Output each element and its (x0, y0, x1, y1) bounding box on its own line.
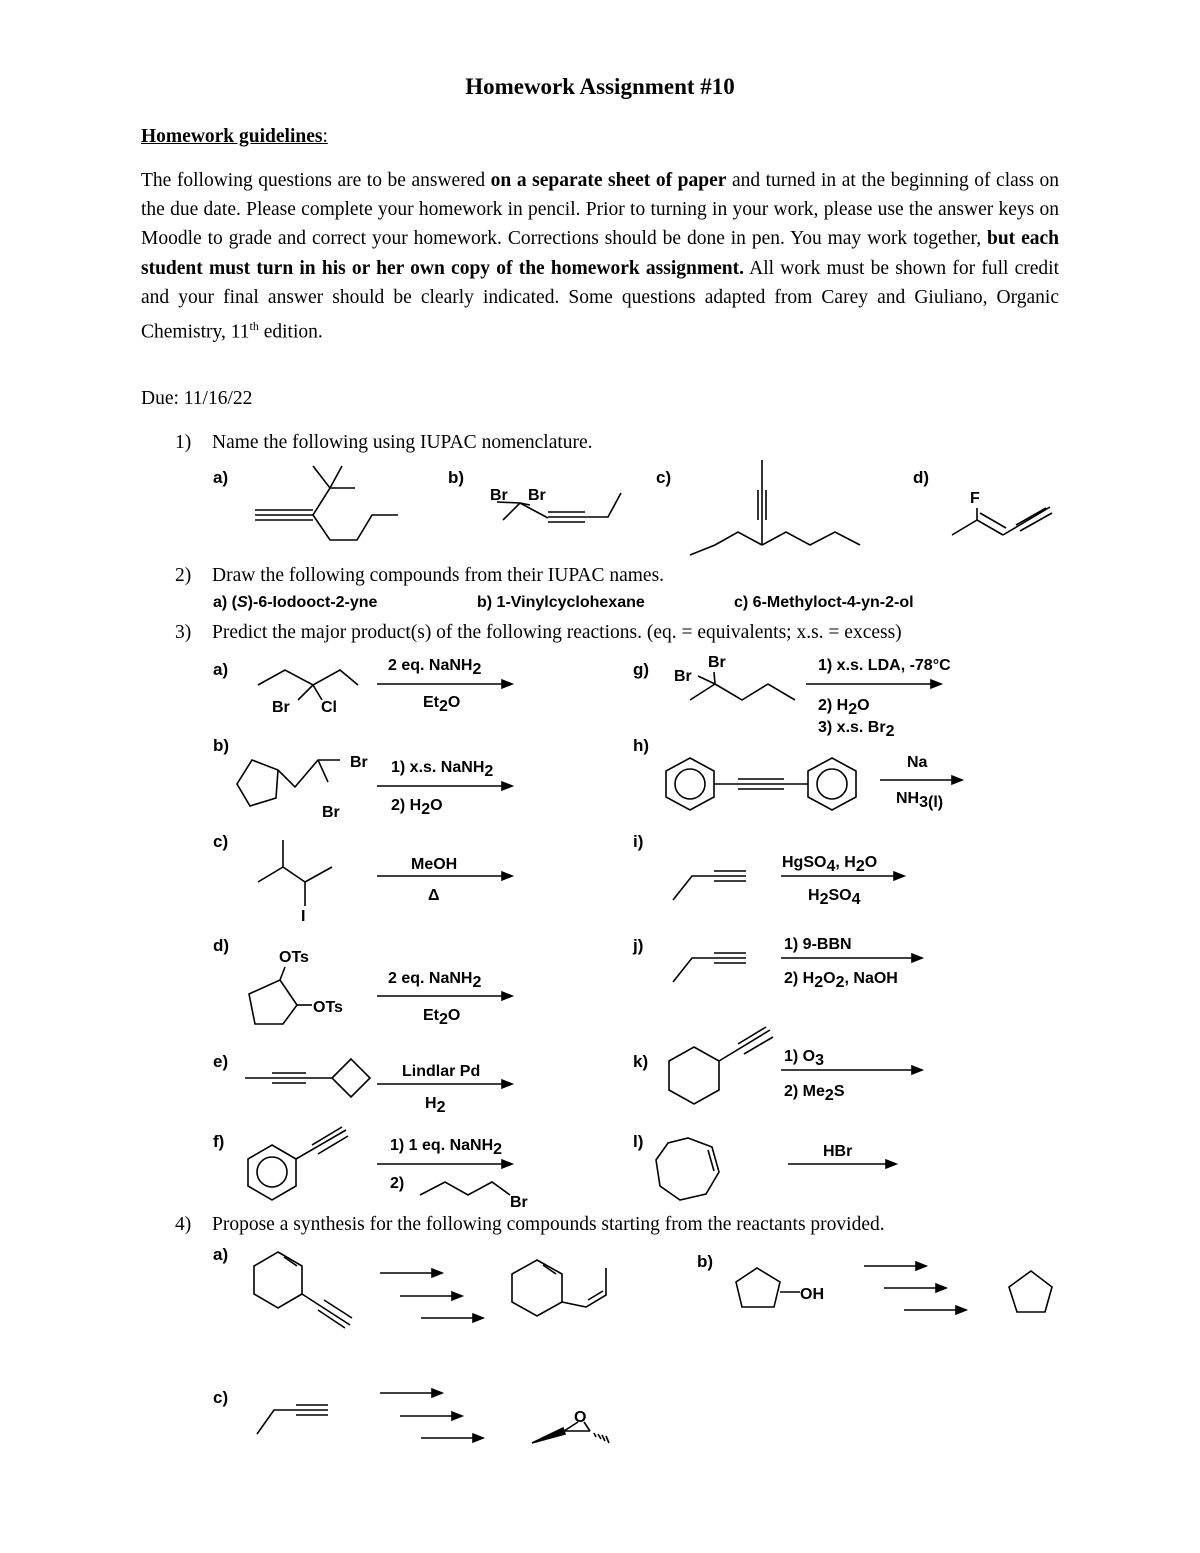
q3a-br: Br (272, 699, 290, 716)
q3d-arrow (377, 970, 512, 1028)
q4a-target-structure (512, 1260, 606, 1316)
q3h-structure (666, 758, 856, 810)
q3-label-i: i) (633, 832, 644, 851)
q3d-structure (249, 949, 343, 1024)
intro-text-2: and turned in at the beginning of class on the due date. Please complete your homework in pencil. Prior to turning in your work, please use the answer keys on Moodle to grade and correct your homework. Corrections should be done in pen. You may work together, (141, 170, 1059, 250)
q3-label-c: c) (213, 832, 229, 851)
q3-label-f: f) (213, 1132, 225, 1151)
q3f-br: Br (510, 1194, 528, 1211)
q2-name-c: c) 6-Methyloct-4-yn-2-ol (734, 594, 914, 611)
q3d-reagent-top: 2 eq. NaNH2 (388, 970, 482, 991)
q3b-reagent-bottom: 2) H2O (391, 797, 443, 818)
q2-name-a-prefix: a) ( (213, 594, 237, 611)
q1b-br-2: Br (528, 487, 546, 504)
q2-name-a-stereo: S (237, 594, 248, 611)
q3f-arrow (377, 1137, 528, 1211)
q4b-arrows (864, 1262, 966, 1314)
q3-label-l: l) (633, 1132, 644, 1151)
q3l-structure (656, 1138, 719, 1200)
q3l-arrow (788, 1143, 896, 1168)
q1-label-c: c) (656, 468, 672, 487)
intro-bold-2: but each student must turn in his or her own copy of the homework assignment. (141, 228, 1059, 279)
q3b-br-1: Br (350, 754, 368, 771)
q3-label-k: k) (633, 1052, 649, 1071)
q3j-reagent-top: 1) 9-BBN (784, 936, 852, 953)
q3-label-d: d) (213, 936, 230, 955)
q3j-reagent-bottom: 2) H2O2, NaOH (784, 970, 898, 991)
q1-label-a: a) (213, 468, 229, 487)
q3g-reagent-2: 2) H2O (818, 697, 870, 718)
q3b-arrow (377, 759, 512, 818)
q3b-br-2: Br (322, 804, 340, 821)
guidelines-colon: : (322, 126, 328, 147)
q2-name-b: b) 1-Vinylcyclohexane (477, 594, 645, 611)
q3a-reagent-bottom: Et2O (423, 694, 461, 715)
q3-label-e: e) (213, 1052, 229, 1071)
q3k-reagent-bottom: 2) Me2S (784, 1083, 845, 1104)
q3g-br-1: Br (708, 654, 726, 671)
q3e-structure (245, 1059, 370, 1097)
question-2-text: Draw the following compounds from their IUPAC names. (212, 565, 665, 586)
page-title: Homework Assignment #10 (465, 74, 735, 99)
intro-text-1: The following questions are to be answered (141, 170, 491, 191)
q4b-start-structure (736, 1268, 824, 1307)
q3a-arrow (377, 657, 512, 715)
q4c-target-structure (532, 1409, 609, 1443)
q3c-reagent-top: MeOH (411, 856, 458, 873)
q3f-structure (248, 1127, 348, 1200)
q3c-reagent-bottom: Δ (428, 887, 440, 904)
q4-label-a: a) (213, 1245, 229, 1264)
q4-label-b: b) (697, 1252, 714, 1271)
q3d-reagent-bottom: Et2O (423, 1007, 461, 1028)
question-4-number: 4) (175, 1214, 192, 1235)
q3h-reagent-bottom: NH3(l) (896, 790, 944, 811)
q3-label-a: a) (213, 660, 229, 679)
question-1-number: 1) (175, 432, 192, 453)
q3d-ots-2: OTs (313, 999, 343, 1016)
q4-label-c: c) (213, 1388, 229, 1407)
q4c-arrows (380, 1389, 483, 1442)
q1d-structure (952, 490, 1052, 535)
q3f-bromobutane-chain (420, 1182, 510, 1195)
q3i-reagent-bottom: H2SO4 (808, 887, 861, 908)
q3g-br-2: Br (674, 668, 692, 685)
question-1-text: Name the following using IUPAC nomenclature. (212, 432, 593, 453)
q3i-arrow (781, 854, 904, 908)
q3f-reagent-top: 1) 1 eq. NaNH2 (390, 1137, 503, 1158)
q3a-structure (258, 670, 358, 716)
intro-text-3: All work must be shown for full credit and your final answer should be clearly indicated. Some questions adapted from Carey and Giuliano, Organic Chemistry, 11 (141, 257, 1060, 343)
q4b-oh: OH (800, 1286, 824, 1303)
q3f-reagent-bottom: 2) (390, 1175, 405, 1192)
q3j-structure (673, 953, 746, 982)
due-date: Due: 11/16/22 (141, 388, 253, 409)
question-3-text: Predict the major product(s) of the following reactions. (eq. = equivalents; x.s. = excess) (212, 622, 902, 643)
question-4-text: Propose a synthesis for the following compounds starting from the reactants provided. (212, 1214, 885, 1235)
q3g-structure (674, 654, 795, 700)
q3-label-g: g) (633, 660, 650, 679)
q3-label-j: j) (633, 936, 644, 955)
q2-name-a-rest: )-6-Iodooct-2-yne (247, 594, 378, 611)
q3-label-h: h) (633, 736, 650, 755)
q3e-reagent-top: Lindlar Pd (402, 1063, 481, 1080)
intro-superscript: th (249, 319, 259, 334)
q1-label-b: b) (448, 468, 465, 487)
q3h-arrow (880, 754, 962, 811)
q4c-start-structure (257, 1405, 328, 1434)
question-2-number: 2) (175, 565, 192, 586)
q1d-fluorine: F (970, 490, 980, 507)
q4c-oxygen: O (574, 1409, 587, 1426)
q3g-reagent-1: 1) x.s. LDA, -78°C (818, 657, 951, 674)
q3k-structure (669, 1027, 773, 1104)
guidelines-heading-text: Homework guidelines (141, 126, 323, 147)
q3a-cl: Cl (321, 699, 337, 716)
q3g-reagent-3: 3) x.s. Br2 (818, 719, 895, 740)
q3j-arrow (781, 936, 922, 991)
q3k-reagent-top: 1) O3 (784, 1048, 825, 1069)
q1c-structure (690, 460, 860, 555)
q4a-arrows (380, 1269, 483, 1322)
q3c-iodine: I (301, 908, 306, 925)
q3c-structure (258, 840, 332, 925)
q3i-reagent-top: HgSO4, H2O (782, 854, 878, 875)
q3i-structure (673, 871, 746, 900)
q3a-reagent-top: 2 eq. NaNH2 (388, 657, 482, 678)
intro-text-4: edition. (258, 321, 323, 343)
q3k-arrow (781, 1048, 922, 1104)
q3h-reagent-top: Na (907, 754, 928, 771)
q1-label-d: d) (913, 468, 930, 487)
q1b-structure (490, 487, 621, 522)
q1a-structure (255, 466, 398, 540)
q1b-br-1: Br (490, 487, 508, 504)
question-3-number: 3) (175, 622, 192, 643)
q3b-structure (237, 754, 368, 821)
q4b-target-structure (1009, 1271, 1052, 1312)
q3b-reagent-top: 1) x.s. NaNH2 (391, 759, 494, 780)
q3d-ots-1: OTs (279, 949, 309, 966)
intro-bold-1: on a separate sheet of paper (490, 170, 727, 191)
q3l-reagent-top: HBr (823, 1143, 853, 1160)
q4a-start-structure (254, 1252, 352, 1328)
q3-label-b: b) (213, 736, 230, 755)
q3g-arrow (806, 657, 951, 740)
q3e-arrow (377, 1063, 512, 1116)
q3c-arrow (377, 856, 512, 904)
q3e-reagent-bottom: H2 (425, 1095, 446, 1116)
